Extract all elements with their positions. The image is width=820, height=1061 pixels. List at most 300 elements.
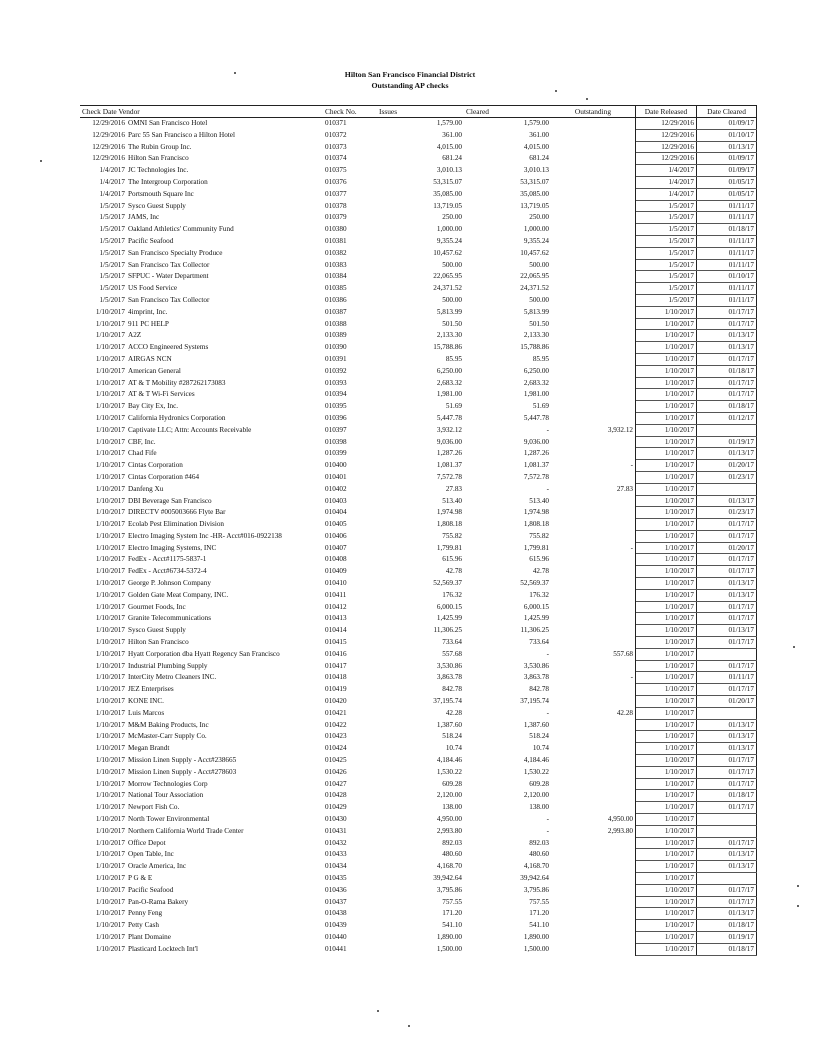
table-row: [80, 365, 757, 377]
outstanding-cell: [551, 566, 636, 578]
cleared-cell: 513.40: [529, 496, 549, 505]
issues-cell: 171.20: [442, 909, 462, 918]
check-date: 1/10/2017: [95, 413, 125, 422]
vendor-name: Oracle America, Inc: [128, 862, 187, 871]
check-no-cell: 010390: [325, 343, 347, 352]
date-released-cell: 12/29/2016: [636, 141, 697, 153]
check-date: 1/5/2017: [99, 295, 125, 304]
outstanding-cell: [551, 342, 636, 354]
table-row: [80, 483, 757, 495]
issues-cell: 1,530.22: [436, 767, 462, 776]
check-date: 1/4/2017: [99, 189, 125, 198]
check-no-cell: 010412: [325, 602, 347, 611]
date-released-cell: 1/10/2017: [636, 306, 697, 318]
cleared-cell: 24,371.52: [520, 284, 549, 293]
cleared-cell: 5,447.78: [523, 413, 549, 422]
scan-speck: [555, 90, 557, 92]
check-date: 1/10/2017: [95, 779, 125, 788]
issues-cell: 5,813.99: [436, 307, 462, 316]
check-no-cell: 010400: [325, 461, 347, 470]
table-row: [80, 271, 757, 283]
check-date-vendor-cell: [80, 873, 323, 885]
check-no-cell: 010435: [325, 874, 347, 882]
issues-cell: 541.10: [442, 921, 462, 930]
outstanding-cell: [551, 436, 636, 448]
date-cleared-cell: 01/13/17: [697, 861, 757, 873]
vendor-name: The Intergroup Corporation: [128, 177, 208, 186]
check-no-cell: 010418: [325, 673, 347, 682]
vendor-name: Hilton San Francisco: [128, 154, 189, 163]
cleared-cell: 733.64: [529, 638, 549, 647]
table-row: [80, 908, 757, 920]
date-cleared-cell: 01/13/17: [697, 342, 757, 354]
outstanding-cell: [551, 259, 636, 271]
cleared-cell: 13,719.05: [520, 201, 549, 210]
date-released-cell: 1/5/2017: [636, 247, 697, 259]
date-released-cell: 1/10/2017: [636, 707, 697, 719]
issues-cell: 176.32: [442, 590, 462, 599]
date-released-cell: 1/10/2017: [636, 589, 697, 601]
cleared-cell: 4,168.70: [523, 862, 549, 871]
cleared-cell: 500.00: [529, 260, 549, 269]
check-date-vendor-cell: [80, 377, 323, 389]
date-cleared-cell: 01/18/17: [697, 401, 757, 413]
vendor-name: Petty Cash: [128, 921, 159, 930]
outstanding-cell: 2,993.80: [551, 825, 636, 837]
outstanding-cell: [551, 884, 636, 896]
outstanding-cell: [551, 519, 636, 531]
check-date-vendor-cell: [80, 389, 323, 401]
vendor-name: San Francisco Tax Collector: [128, 295, 210, 304]
issues-cell: 892.03: [442, 838, 462, 847]
outstanding-cell: 27.83: [551, 483, 636, 495]
table-row: [80, 684, 757, 696]
outstanding-cell: [551, 224, 636, 236]
outstanding-cell: [551, 589, 636, 601]
cleared-cell: 755.82: [529, 531, 549, 540]
check-no-cell: 010393: [325, 378, 347, 387]
issues-cell: 3,010.13: [436, 166, 462, 175]
check-date-vendor-cell: [80, 814, 323, 826]
check-date-vendor-cell: [80, 188, 323, 200]
vendor-name: OMNI San Francisco Hotel: [128, 119, 208, 128]
check-date-vendor-cell: [80, 247, 323, 259]
issues-cell: 13,719.05: [433, 201, 462, 210]
date-cleared-cell: 01/09/17: [697, 165, 757, 177]
issues-cell: 4,015.00: [436, 142, 462, 151]
check-date: 1/10/2017: [95, 354, 125, 363]
date-released-cell: 1/10/2017: [636, 377, 697, 389]
vendor-name: Captivate LLC; Attn: Accounts Receivable: [128, 425, 252, 434]
check-date-vendor-cell: [80, 731, 323, 743]
check-date-vendor-cell: [80, 578, 323, 590]
table-row: [80, 943, 757, 955]
date-cleared-cell: 01/17/17: [697, 601, 757, 613]
date-cleared-cell: 01/17/17: [697, 637, 757, 649]
cleared-cell: 4,015.00: [523, 142, 549, 151]
check-no-cell: 010378: [325, 201, 347, 210]
check-no-cell: 010394: [325, 390, 347, 399]
cleared-cell: 1,000.00: [523, 225, 549, 234]
vendor-name: Luis Marcos: [128, 708, 165, 717]
check-date-vendor-cell: [80, 849, 323, 861]
cleared-cell: 1,890.00: [523, 932, 549, 941]
check-date-vendor-cell: [80, 153, 323, 165]
outstanding-cell: [551, 212, 636, 224]
vendor-name: Office Depot: [128, 838, 166, 847]
cleared-cell: 1,425.99: [523, 614, 549, 623]
check-date: 1/5/2017: [99, 213, 125, 222]
date-cleared-cell: 01/13/17: [697, 719, 757, 731]
issues-cell: 250.00: [442, 213, 462, 222]
issues-cell: 6,250.00: [436, 366, 462, 375]
cleared-cell: 1,287.26: [523, 449, 549, 458]
check-date-vendor-cell: [80, 118, 323, 130]
date-released-cell: 1/5/2017: [636, 224, 697, 236]
date-cleared-cell: 01/17/17: [697, 837, 757, 849]
vendor-name: Bay City Ex, Inc.: [128, 402, 179, 411]
date-released-cell: 1/10/2017: [636, 802, 697, 814]
cleared-cell: 361.00: [529, 130, 549, 139]
report-subtitle: Outstanding AP checks: [371, 81, 449, 90]
table-row: [80, 601, 757, 613]
issues-cell: 842.78: [442, 685, 462, 694]
check-date-vendor-cell: [80, 884, 323, 896]
date-released-cell: 1/10/2017: [636, 778, 697, 790]
check-no-cell: 010405: [325, 520, 347, 529]
outstanding-cell: [551, 743, 636, 755]
check-no-cell: 010385: [325, 284, 347, 293]
check-date-vendor-cell: [80, 837, 323, 849]
vendor-name: JAMS, Inc: [128, 213, 160, 222]
cleared-cell: 3,530.86: [523, 661, 549, 670]
check-date-vendor-cell: [80, 342, 323, 354]
cleared-cell: 500.00: [529, 295, 549, 304]
outstanding-cell: [551, 802, 636, 814]
check-no-cell: 010441: [325, 944, 347, 953]
check-date-vendor-cell: [80, 436, 323, 448]
cleared-cell: 10,457.62: [520, 248, 549, 257]
vendor-name: JEZ Enterprises: [128, 685, 174, 694]
col-cleared: Cleared: [464, 106, 551, 118]
check-no-cell: 010425: [325, 756, 347, 765]
date-cleared-cell: 01/18/17: [697, 920, 757, 932]
vendor-name: CBF, Inc.: [128, 437, 156, 446]
check-date-vendor-cell: [80, 861, 323, 873]
date-cleared-cell: 01/05/17: [697, 176, 757, 188]
check-date: 1/5/2017: [99, 284, 125, 293]
cleared-cell: 4,184.46: [523, 756, 549, 765]
check-date-vendor-cell: [80, 601, 323, 613]
check-no-cell: 010398: [325, 437, 347, 446]
table-row: [80, 318, 757, 330]
date-cleared-cell: 01/13/17: [697, 578, 757, 590]
date-cleared-cell: 01/13/17: [697, 849, 757, 861]
check-date: 1/5/2017: [99, 225, 125, 234]
check-date: 1/10/2017: [95, 673, 125, 682]
outstanding-cell: [551, 235, 636, 247]
cleared-cell: 51.69: [532, 402, 549, 411]
check-date-vendor-cell: [80, 766, 323, 778]
issues-cell: 15,788.86: [433, 343, 462, 352]
table-row: [80, 165, 757, 177]
date-cleared-cell: 01/17/17: [697, 766, 757, 778]
outstanding-cell: [551, 719, 636, 731]
date-cleared-cell: 01/10/17: [697, 271, 757, 283]
cleared-cell: 9,036.00: [523, 437, 549, 446]
date-cleared-cell: [697, 648, 757, 660]
cleared-cell: 3,863.78: [523, 673, 549, 682]
outstanding-cell: [551, 495, 636, 507]
date-released-cell: 1/10/2017: [636, 849, 697, 861]
cleared-cell: 842.78: [529, 685, 549, 694]
check-no-cell: 010428: [325, 791, 347, 800]
check-date-vendor-cell: [80, 660, 323, 672]
issues-cell: 42.78: [445, 567, 462, 576]
cleared-cell: 1,808.18: [523, 520, 549, 529]
check-date: 1/10/2017: [95, 508, 125, 517]
table-row: [80, 471, 757, 483]
outstanding-cell: [551, 660, 636, 672]
date-cleared-cell: 01/20/17: [697, 542, 757, 554]
date-released-cell: 1/10/2017: [636, 743, 697, 755]
outstanding-cell: [551, 896, 636, 908]
date-released-cell: 1/10/2017: [636, 825, 697, 837]
check-no-cell: 010411: [325, 590, 347, 599]
issues-cell: 1,425.99: [436, 614, 462, 623]
check-no-cell: 010403: [325, 496, 347, 505]
check-no-cell: 010434: [325, 862, 347, 871]
vendor-name: Sysco Guest Supply: [128, 626, 186, 635]
check-date-vendor-cell: [80, 365, 323, 377]
date-cleared-cell: 01/05/17: [697, 188, 757, 200]
issues-cell: 52,569.37: [433, 579, 462, 588]
check-no-cell: 010440: [325, 932, 347, 941]
check-date-vendor-cell: [80, 259, 323, 271]
outstanding-cell: 3,932.12: [551, 424, 636, 436]
check-date-vendor-cell: [80, 743, 323, 755]
check-date-vendor-cell: [80, 896, 323, 908]
cleared-cell: -: [546, 484, 549, 493]
table-row: [80, 707, 757, 719]
check-date-vendor-cell: [80, 648, 323, 660]
table-row: [80, 554, 757, 566]
vendor-name: Newport Fish Co.: [128, 803, 180, 812]
check-no-cell: 010430: [325, 815, 347, 824]
cleared-cell: 1,981.00: [523, 390, 549, 399]
date-cleared-cell: 01/13/17: [697, 448, 757, 460]
scan-speck: [793, 646, 795, 648]
check-date: 1/10/2017: [95, 496, 125, 505]
table-row: [80, 719, 757, 731]
vendor-name: Parc 55 San Francisco a Hilton Hotel: [128, 130, 235, 139]
outstanding-cell: [551, 943, 636, 955]
vendor-name: Hyatt Corporation dba Hyatt Regency San Francisco: [128, 649, 280, 658]
date-released-cell: 1/10/2017: [636, 625, 697, 637]
outstanding-cell: [551, 920, 636, 932]
check-no-cell: 010439: [325, 921, 347, 930]
date-cleared-cell: 01/17/17: [697, 802, 757, 814]
issues-cell: 53,315.07: [433, 177, 462, 186]
outstanding-cell: [551, 330, 636, 342]
check-date: 1/10/2017: [95, 815, 125, 824]
cleared-cell: 1,974.98: [523, 508, 549, 517]
check-date: 1/10/2017: [95, 826, 125, 835]
table-row: [80, 353, 757, 365]
outstanding-cell: [551, 365, 636, 377]
outstanding-cell: [551, 601, 636, 613]
check-date: 1/10/2017: [95, 626, 125, 635]
check-date: 1/10/2017: [95, 366, 125, 375]
check-no-cell: 010432: [325, 838, 347, 847]
table-row: [80, 153, 757, 165]
date-cleared-cell: 01/18/17: [697, 790, 757, 802]
issues-cell: 9,036.00: [436, 437, 462, 446]
date-cleared-cell: 01/13/17: [697, 141, 757, 153]
date-cleared-cell: 01/17/17: [697, 318, 757, 330]
date-released-cell: 1/10/2017: [636, 943, 697, 955]
date-released-cell: 1/10/2017: [636, 412, 697, 424]
issues-cell: 2,993.80: [436, 826, 462, 835]
cleared-cell: 42.78: [532, 567, 549, 576]
issues-cell: 10,457.62: [433, 248, 462, 257]
vendor-name: Cintas Corporation: [128, 461, 183, 470]
check-date-vendor-cell: [80, 401, 323, 413]
cleared-cell: 176.32: [529, 590, 549, 599]
check-date: 1/10/2017: [95, 932, 125, 941]
issues-cell: 2,120.00: [436, 791, 462, 800]
issues-cell: 35,085.00: [433, 189, 462, 198]
date-cleared-cell: 01/17/17: [697, 684, 757, 696]
issues-cell: 500.00: [442, 295, 462, 304]
cleared-cell: 35,085.00: [520, 189, 549, 198]
date-released-cell: 1/5/2017: [636, 259, 697, 271]
vendor-name: Pan-O-Rama Bakery: [128, 897, 189, 906]
check-date: 1/10/2017: [95, 838, 125, 847]
check-date: 1/10/2017: [95, 708, 125, 717]
outstanding-cell: [551, 931, 636, 943]
table-row: [80, 578, 757, 590]
cleared-cell: 250.00: [529, 213, 549, 222]
date-cleared-cell: 01/13/17: [697, 731, 757, 743]
date-released-cell: 1/10/2017: [636, 637, 697, 649]
outstanding-cell: [551, 530, 636, 542]
issues-cell: 3,932.12: [436, 425, 462, 434]
cleared-cell: 5,813.99: [523, 307, 549, 316]
table-row: [80, 566, 757, 578]
cleared-cell: 22,065.95: [520, 272, 549, 281]
date-cleared-cell: 01/11/17: [697, 235, 757, 247]
vendor-name: Morrow Technologies Corp: [128, 779, 208, 788]
vendor-name: Chad Fife: [128, 449, 157, 458]
outstanding-cell: [551, 188, 636, 200]
outstanding-cell: [551, 790, 636, 802]
date-cleared-cell: 01/17/17: [697, 613, 757, 625]
table-row: [80, 884, 757, 896]
check-date-vendor-cell: [80, 920, 323, 932]
check-date-vendor-cell: [80, 165, 323, 177]
check-date: 1/10/2017: [95, 732, 125, 741]
table-row: [80, 637, 757, 649]
date-cleared-cell: 01/11/17: [697, 200, 757, 212]
check-date: 1/10/2017: [95, 874, 125, 882]
issues-cell: 755.82: [442, 531, 462, 540]
check-date: 1/5/2017: [99, 260, 125, 269]
table-row: [80, 436, 757, 448]
issues-cell: 3,795.86: [436, 885, 462, 894]
issues-cell: 5,447.78: [436, 413, 462, 422]
vendor-name: 911 PC HELP: [128, 319, 169, 328]
date-released-cell: 1/10/2017: [636, 861, 697, 873]
col-date-released: Date Released: [636, 106, 697, 118]
vendor-name: Cintas Corporation #464: [128, 472, 200, 481]
check-date: 1/10/2017: [95, 461, 125, 470]
vendor-name: San Francisco Tax Collector: [128, 260, 210, 269]
check-date: 1/10/2017: [95, 614, 125, 623]
date-cleared-cell: 01/17/17: [697, 896, 757, 908]
cleared-cell: 9,355.24: [523, 236, 549, 245]
date-released-cell: 1/10/2017: [636, 731, 697, 743]
issues-cell: 1,981.00: [436, 390, 462, 399]
check-no-cell: 010384: [325, 272, 347, 281]
vendor-name: Plasticard Locktech Int'l: [128, 944, 198, 953]
check-date: 1/10/2017: [95, 803, 125, 812]
cleared-cell: 609.28: [529, 779, 549, 788]
scan-speck: [797, 885, 799, 887]
table-row: [80, 731, 757, 743]
vendor-name: SFPUC - Water Department: [128, 272, 209, 281]
issues-cell: 24,371.52: [433, 284, 462, 293]
date-released-cell: 1/5/2017: [636, 212, 697, 224]
check-date-vendor-cell: [80, 542, 323, 554]
check-date-vendor-cell: [80, 294, 323, 306]
outstanding-cell: [551, 353, 636, 365]
outstanding-cell: [551, 471, 636, 483]
check-date: 1/10/2017: [95, 897, 125, 906]
col-check-date-vendor: Check Date Vendor: [80, 106, 323, 118]
check-no-cell: 010415: [325, 638, 347, 647]
outstanding-cell: [551, 837, 636, 849]
issues-cell: 22,065.95: [433, 272, 462, 281]
check-date-vendor-cell: [80, 224, 323, 236]
check-no-cell: 010420: [325, 697, 347, 706]
check-date-vendor-cell: [80, 318, 323, 330]
date-cleared-cell: 01/20/17: [697, 460, 757, 472]
outstanding-cell: [551, 141, 636, 153]
check-date: 1/10/2017: [95, 402, 125, 411]
cleared-cell: 615.96: [529, 555, 549, 564]
date-cleared-cell: 01/11/17: [697, 212, 757, 224]
check-date: 1/10/2017: [95, 602, 125, 611]
check-date: 1/10/2017: [95, 909, 125, 918]
date-released-cell: 1/10/2017: [636, 672, 697, 684]
cleared-cell: 6,000.15: [523, 602, 549, 611]
check-date-vendor-cell: [80, 129, 323, 141]
check-date: 1/10/2017: [95, 579, 125, 588]
vendor-name: American General: [128, 366, 181, 375]
date-released-cell: 1/10/2017: [636, 755, 697, 767]
date-cleared-cell: 01/13/17: [697, 589, 757, 601]
check-date-vendor-cell: [80, 330, 323, 342]
check-no-cell: 010409: [325, 567, 347, 576]
check-no-cell: 010386: [325, 295, 347, 304]
table-row: [80, 589, 757, 601]
check-date-vendor-cell: [80, 353, 323, 365]
cleared-cell: 53,315.07: [520, 177, 549, 186]
check-no-cell: 010417: [325, 661, 347, 670]
check-no-cell: 010392: [325, 366, 347, 375]
check-no-cell: 010408: [325, 555, 347, 564]
